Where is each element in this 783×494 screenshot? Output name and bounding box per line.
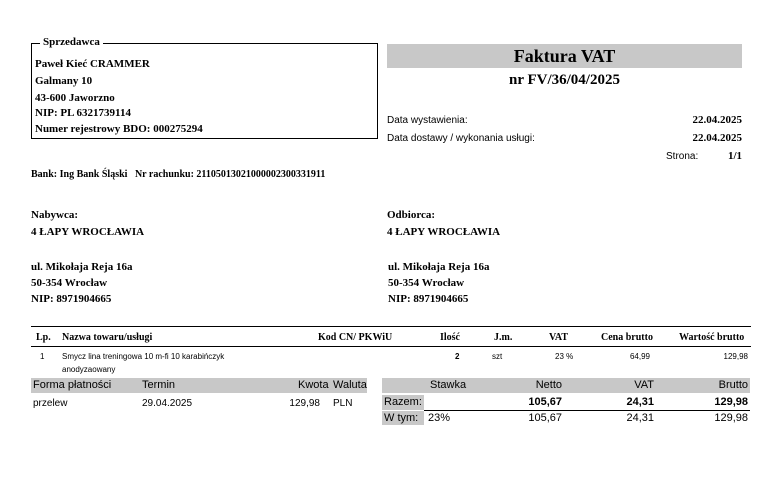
total-label: Razem:	[384, 396, 422, 408]
row-vat: 23 %	[555, 352, 574, 361]
payment-term: 29.04.2025	[142, 398, 193, 409]
row-name-line2: anodyzaowany	[62, 365, 116, 374]
payment-amount: 129,98	[289, 398, 320, 409]
seller-bdo: Numer rejestrowy BDO: 000275294	[35, 123, 203, 135]
issue-date-label: Data wystawienia:	[387, 115, 468, 126]
col-unit: J.m.	[494, 332, 513, 343]
col-qty: Ilość	[440, 332, 460, 343]
recipient-nip: NIP: 8971904665	[388, 293, 469, 305]
invoice-title: Faktura VAT	[387, 44, 742, 68]
summary-rate-header: Stawka	[430, 379, 467, 391]
seller-street: Galmany 10	[35, 75, 93, 87]
seller-city: 43-600 Jaworzno	[35, 92, 115, 104]
buyer-label: Nabywca:	[31, 209, 79, 221]
seller-nip: NIP: PL 6321739114	[35, 107, 131, 119]
col-vat: VAT	[549, 332, 569, 343]
buyer-street: ul. Mikołaja Reja 16a	[31, 261, 133, 273]
row-lp: 1	[40, 352, 45, 361]
col-gross-value: Wartość brutto	[679, 332, 745, 343]
seller-box	[31, 36, 378, 139]
row-name-line1: Smycz lina treningowa 10 m-fi 10 karabińczyk	[62, 352, 225, 361]
summary-vat-header: VAT	[634, 379, 654, 391]
payment-term-header: Termin	[142, 379, 176, 391]
issue-date: 22.04.2025	[692, 114, 742, 126]
summary-net-header: Netto	[535, 379, 562, 391]
col-gross-price: Cena brutto	[601, 332, 653, 343]
items-top-rule	[31, 326, 751, 327]
total-vat: 24,31	[626, 396, 654, 408]
summary-gross-header: Brutto	[718, 379, 748, 391]
payment-amount-header: Kwota	[298, 379, 329, 391]
recipient-label: Odbiorca:	[387, 209, 436, 221]
rate-value: 23%	[428, 412, 451, 424]
col-code: Kod CN/ PKWiU	[318, 332, 393, 343]
total-gross: 129,98	[714, 396, 748, 408]
recipient-name: 4 ŁAPY WROCŁAWIA	[387, 226, 501, 238]
buyer-nip: NIP: 8971904665	[31, 293, 112, 305]
payment-form: przelew	[33, 398, 68, 409]
items-header-rule	[31, 346, 751, 347]
col-name: Nazwa towaru/usługi	[62, 332, 153, 343]
row-gross-value: 129,98	[723, 352, 748, 361]
total-rule	[424, 410, 750, 411]
recipient-city: 50-354 Wrocław	[388, 277, 465, 289]
seller-name: Paweł Kieć CRAMMER	[35, 58, 150, 70]
total-net: 105,67	[528, 396, 562, 408]
delivery-date-label: Data dostawy / wykonania usługi:	[387, 133, 535, 144]
of-which-label: W tym:	[384, 412, 419, 424]
rate-net: 105,67	[528, 412, 562, 424]
buyer-name: 4 ŁAPY WROCŁAWIA	[31, 226, 145, 238]
seller-legend: Sprzedawca	[40, 36, 103, 48]
payment-form-header: Forma płatności	[33, 379, 112, 391]
delivery-date: 22.04.2025	[692, 132, 742, 144]
recipient-street: ul. Mikołaja Reja 16a	[388, 261, 490, 273]
page-label: Strona:	[666, 151, 699, 162]
payment-currency: PLN	[333, 398, 353, 409]
col-lp: Lp.	[36, 332, 51, 343]
invoice-number: nr FV/36/04/2025	[509, 72, 620, 88]
rate-vat: 24,31	[626, 412, 654, 424]
buyer-city: 50-354 Wrocław	[31, 277, 108, 289]
row-gross-price: 64,99	[629, 352, 650, 361]
payment-currency-header: Waluta	[333, 379, 367, 391]
bank-line: Bank: Ing Bank Śląski Nr rachunku: 21105013021000002300331911	[31, 169, 326, 180]
row-unit: szt	[492, 352, 503, 361]
page-value: 1/1	[727, 150, 742, 162]
rate-gross: 129,98	[714, 412, 748, 424]
row-qty: 2	[455, 352, 460, 361]
